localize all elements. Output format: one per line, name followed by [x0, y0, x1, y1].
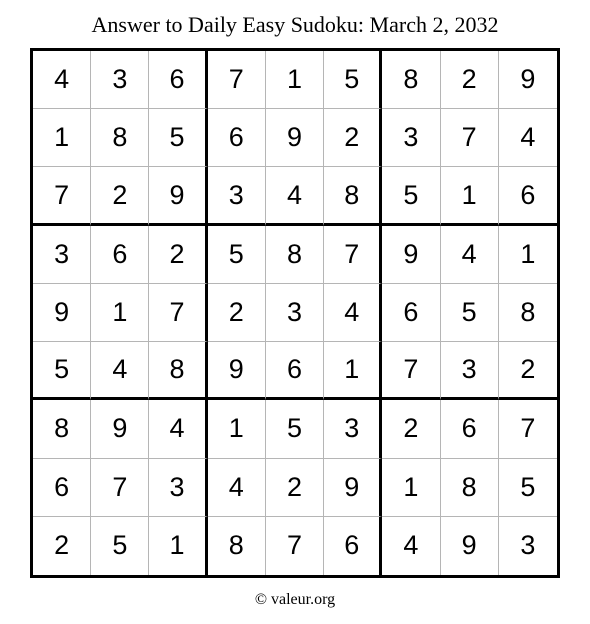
sudoku-cell-r9-c2: 5 — [91, 517, 149, 575]
sudoku-cell-r4-c7: 9 — [382, 226, 440, 284]
sudoku-cell-r6-c4: 9 — [208, 342, 266, 400]
sudoku-cell-r4-c2: 6 — [91, 226, 149, 284]
sudoku-cell-r9-c4: 8 — [208, 517, 266, 575]
sudoku-cell-r4-c3: 2 — [149, 226, 207, 284]
sudoku-cell-r1-c3: 6 — [149, 51, 207, 109]
sudoku-cell-r2-c8: 7 — [441, 109, 499, 167]
sudoku-cell-r8-c6: 9 — [324, 459, 382, 517]
sudoku-cell-r8-c3: 3 — [149, 459, 207, 517]
sudoku-cell-r3-c9: 6 — [499, 167, 557, 225]
sudoku-cell-r1-c4: 7 — [208, 51, 266, 109]
sudoku-cell-r1-c7: 8 — [382, 51, 440, 109]
sudoku-cell-r7-c3: 4 — [149, 400, 207, 458]
sudoku-board — [30, 48, 560, 578]
sudoku-cell-r5-c2: 1 — [91, 284, 149, 342]
sudoku-cell-r7-c9: 7 — [499, 400, 557, 458]
sudoku-cell-r5-c4: 2 — [208, 284, 266, 342]
sudoku-cell-r9-c7: 4 — [382, 517, 440, 575]
sudoku-cell-r7-c4: 1 — [208, 400, 266, 458]
sudoku-cell-r9-c8: 9 — [441, 517, 499, 575]
sudoku-cell-r5-c5: 3 — [266, 284, 324, 342]
sudoku-cell-r7-c5: 5 — [266, 400, 324, 458]
sudoku-cell-r8-c2: 7 — [91, 459, 149, 517]
puzzle-title: Answer to Daily Easy Sudoku: March 2, 2032 — [91, 12, 499, 37]
sudoku-cell-r6-c1: 5 — [33, 342, 91, 400]
sudoku-cell-r6-c6: 1 — [324, 342, 382, 400]
copyright-footer: © valeur.org — [254, 591, 336, 608]
sudoku-cell-r9-c3: 1 — [149, 517, 207, 575]
sudoku-cell-r3-c2: 2 — [91, 167, 149, 225]
sudoku-cell-r1-c5: 1 — [266, 51, 324, 109]
sudoku-cell-r1-c1: 4 — [33, 51, 91, 109]
sudoku-cell-r2-c7: 3 — [382, 109, 440, 167]
sudoku-cell-r6-c9: 2 — [499, 342, 557, 400]
sudoku-cell-r8-c8: 8 — [441, 459, 499, 517]
sudoku-cell-r2-c9: 4 — [499, 109, 557, 167]
sudoku-cell-r9-c1: 2 — [33, 517, 91, 575]
sudoku-cell-r7-c7: 2 — [382, 400, 440, 458]
sudoku-cell-r1-c9: 9 — [499, 51, 557, 109]
sudoku-cell-r1-c8: 2 — [441, 51, 499, 109]
sudoku-cell-r8-c9: 5 — [499, 459, 557, 517]
sudoku-cell-r5-c6: 4 — [324, 284, 382, 342]
sudoku-cell-r3-c7: 5 — [382, 167, 440, 225]
sudoku-cell-r4-c4: 5 — [208, 226, 266, 284]
sudoku-cell-r5-c8: 5 — [441, 284, 499, 342]
sudoku-cell-r7-c6: 3 — [324, 400, 382, 458]
sudoku-cell-r3-c6: 8 — [324, 167, 382, 225]
sudoku-cell-r6-c8: 3 — [441, 342, 499, 400]
sudoku-cell-r1-c6: 5 — [324, 51, 382, 109]
sudoku-cell-r6-c5: 6 — [266, 342, 324, 400]
sudoku-cell-r4-c1: 3 — [33, 226, 91, 284]
sudoku-cell-r4-c9: 1 — [499, 226, 557, 284]
sudoku-cell-r9-c5: 7 — [266, 517, 324, 575]
sudoku-cell-r8-c7: 1 — [382, 459, 440, 517]
sudoku-cell-r7-c2: 9 — [91, 400, 149, 458]
sudoku-cell-r3-c1: 7 — [33, 167, 91, 225]
sudoku-cell-r1-c2: 3 — [91, 51, 149, 109]
sudoku-cell-r2-c5: 9 — [266, 109, 324, 167]
sudoku-cell-r7-c8: 6 — [441, 400, 499, 458]
sudoku-cell-r9-c9: 3 — [520, 530, 536, 561]
sudoku-cell-r4-c6: 7 — [324, 226, 382, 284]
sudoku-cell-r6-c3: 8 — [149, 342, 207, 400]
sudoku-cell-r3-c4: 3 — [208, 167, 266, 225]
sudoku-cell-r3-c8: 1 — [441, 167, 499, 225]
sudoku-cell-r2-c4: 6 — [208, 109, 266, 167]
sudoku-cell-r2-c3: 5 — [149, 109, 207, 167]
sudoku-cell-r9-c6: 6 — [324, 517, 382, 575]
sudoku-cell-r4-c8: 4 — [441, 226, 499, 284]
sudoku-cell-r8-c1: 6 — [33, 459, 91, 517]
sudoku-cell-r7-c1: 8 — [33, 400, 91, 458]
sudoku-cell-r2-c1: 1 — [33, 109, 91, 167]
sudoku-cell-r5-c3: 7 — [149, 284, 207, 342]
sudoku-cell-r2-c2: 8 — [91, 109, 149, 167]
sudoku-cell-r3-c5: 4 — [266, 167, 324, 225]
sudoku-cell-r2-c6: 2 — [324, 109, 382, 167]
sudoku-cell-r8-c5: 2 — [266, 459, 324, 517]
sudoku-cell-r5-c7: 6 — [382, 284, 440, 342]
sudoku-cell-r3-c3: 9 — [149, 167, 207, 225]
sudoku-cell-r5-c1: 9 — [33, 284, 91, 342]
sudoku-cell-r6-c2: 4 — [91, 342, 149, 400]
sudoku-cell-r8-c4: 4 — [208, 459, 266, 517]
sudoku-cell-r4-c5: 8 — [266, 226, 324, 284]
sudoku-cell-r5-c9: 8 — [499, 284, 557, 342]
sudoku-cell-r6-c7: 7 — [382, 342, 440, 400]
